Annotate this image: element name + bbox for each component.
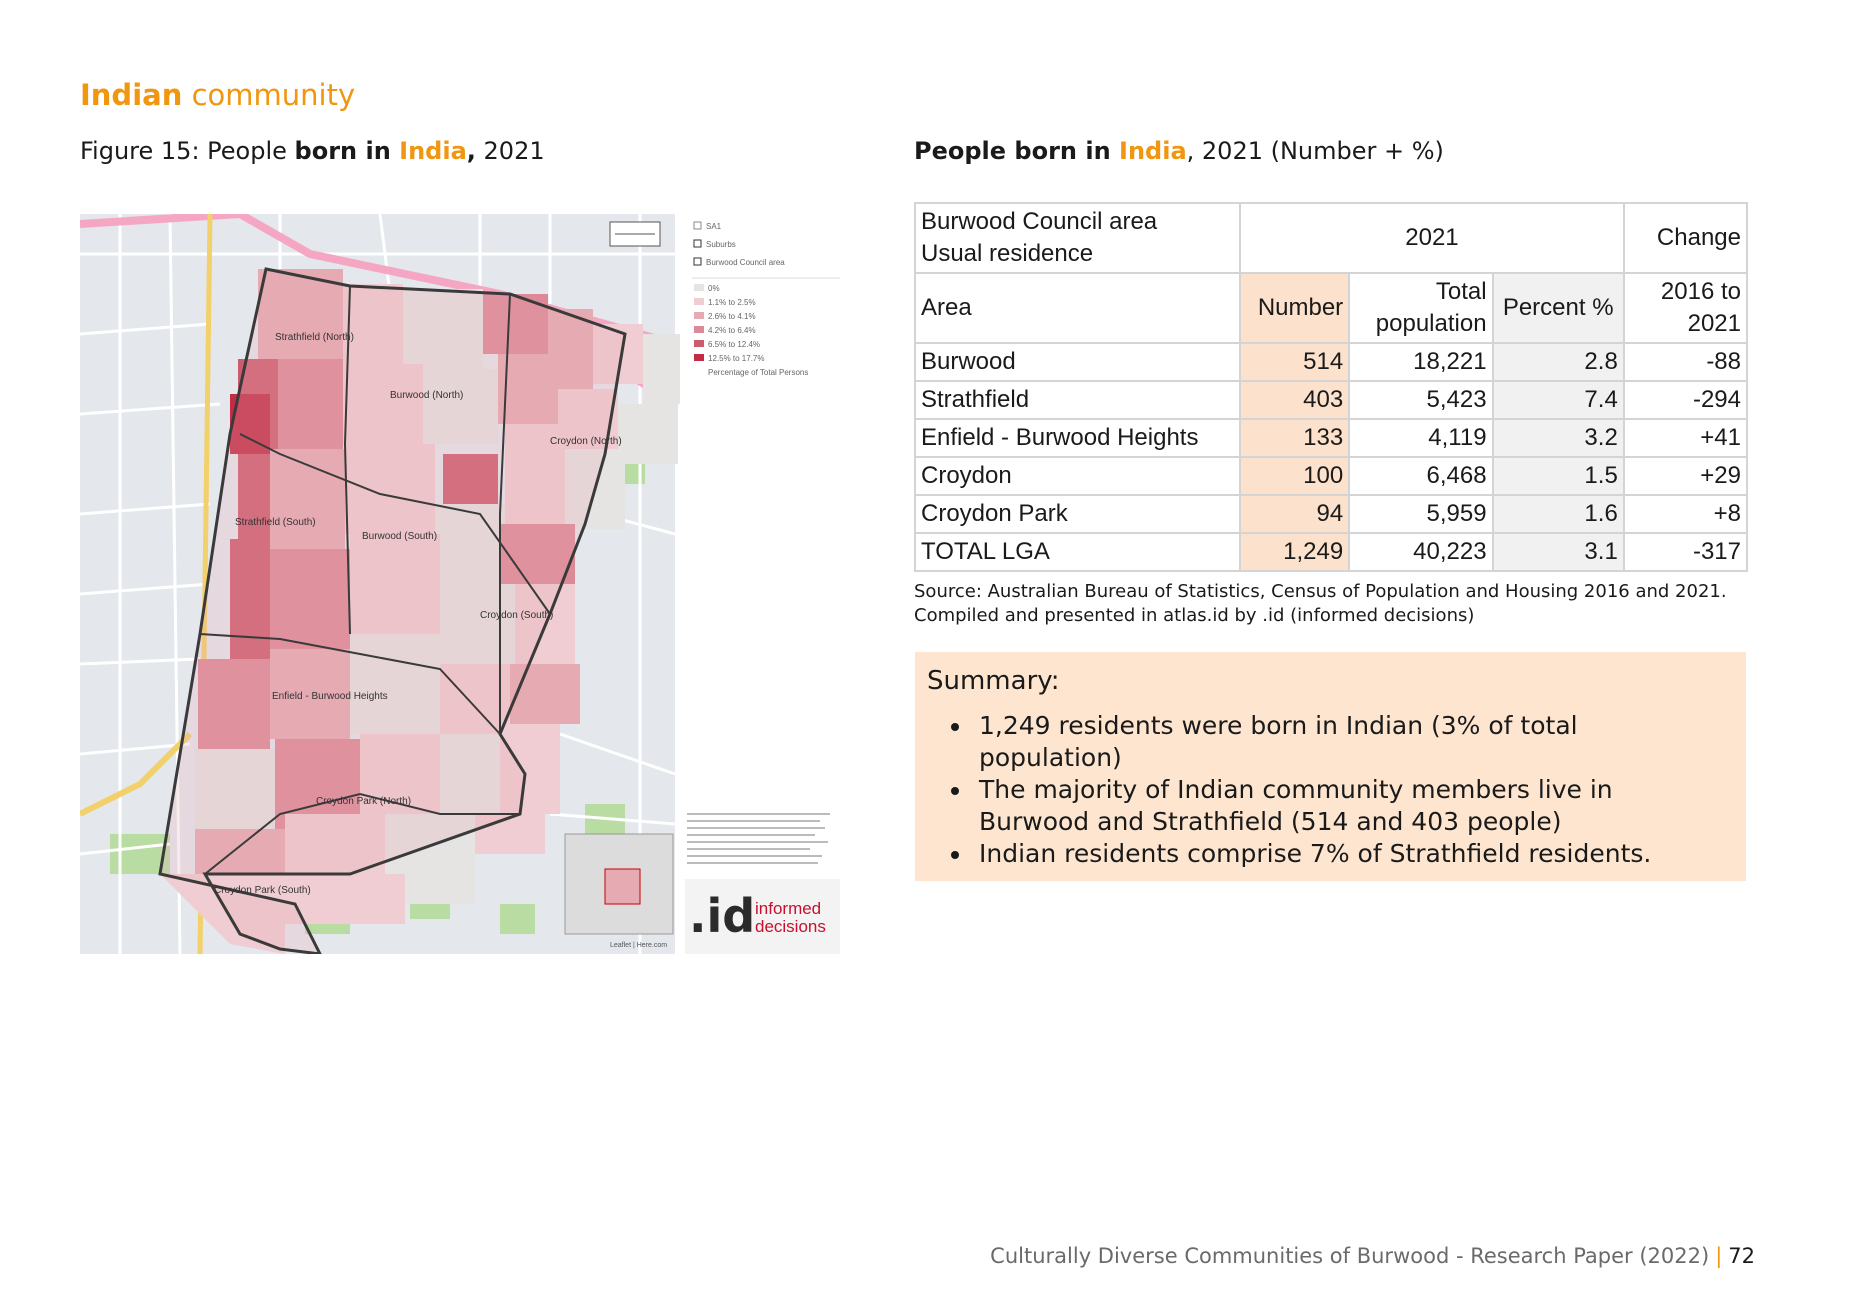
cell-number: 100 — [1240, 457, 1349, 495]
svg-text:decisions: decisions — [755, 917, 826, 936]
map-attribution: Leaflet | Here.com — [610, 942, 668, 949]
map-label-croydon-south: Croydon (South) — [480, 610, 554, 621]
svg-text:.id: .id — [689, 889, 756, 943]
header-year: 2021 — [1240, 203, 1624, 273]
cell-area: Strathfield — [915, 381, 1240, 419]
cell-total: 5,423 — [1349, 381, 1492, 419]
cell-percent: 2.8 — [1493, 343, 1624, 381]
cell-change: -317 — [1624, 533, 1747, 571]
table-row — [915, 495, 1747, 533]
cell-change: +29 — [1624, 457, 1747, 495]
map-label-croydon-park-north: Croydon Park (North) — [316, 796, 412, 807]
cell-total: 40,223 — [1349, 533, 1492, 571]
summary-box — [915, 652, 1746, 881]
svg-text:Suburbs: Suburbs — [706, 240, 736, 249]
summary-bullet: • 1,249 residents were born in Indian (3% of total population) — [973, 710, 1713, 774]
cell-total: 5,959 — [1349, 495, 1492, 533]
page-footer: Culturally Diverse Communities of Burwood - Research Paper (2022) | 72 — [990, 1244, 1755, 1268]
cell-change: -88 — [1624, 343, 1747, 381]
cell-number: 1,249 — [1240, 533, 1349, 571]
cell-percent: 1.5 — [1493, 457, 1624, 495]
cell-total: 18,221 — [1349, 343, 1492, 381]
svg-text:2.6% to 4.1%: 2.6% to 4.1% — [708, 312, 756, 321]
summary-bullet: • Indian residents comprise 7% of Strathfield residents. — [973, 838, 1713, 870]
cell-number: 133 — [1240, 419, 1349, 457]
summary-bullet: • The majority of Indian community members live in Burwood and Strathfield (514 and 403 people) — [973, 774, 1713, 838]
cell-area: Croydon — [915, 457, 1240, 495]
svg-text:0%: 0% — [708, 284, 720, 293]
table-header-row — [915, 203, 1747, 273]
svg-text:informed: informed — [755, 899, 822, 918]
map-label-croydon-park-south: Croydon Park (South) — [214, 885, 311, 896]
cell-number: 403 — [1240, 381, 1349, 419]
people-born-table — [914, 202, 1748, 572]
header-change: Change — [1624, 203, 1747, 273]
cell-change: -294 — [1624, 381, 1747, 419]
table-row — [915, 457, 1747, 495]
header-total: Total population — [1349, 273, 1492, 343]
table-row — [915, 419, 1747, 457]
svg-text:Burwood Council area: Burwood Council area — [706, 258, 785, 267]
header-area: Area — [915, 273, 1240, 343]
map-label-strathfield-south: Strathfield (South) — [235, 517, 316, 528]
cell-total: 6,468 — [1349, 457, 1492, 495]
table-row — [915, 381, 1747, 419]
cell-percent: 1.6 — [1493, 495, 1624, 533]
header-change-period: 2016 to 2021 — [1624, 273, 1747, 343]
svg-text:4.2% to 6.4%: 4.2% to 6.4% — [708, 326, 756, 335]
id-logo — [685, 879, 840, 954]
map-label-strathfield-north: Strathfield (North) — [275, 332, 354, 343]
table-total-row — [915, 533, 1747, 571]
cell-percent: 7.4 — [1493, 381, 1624, 419]
cell-percent: 3.1 — [1493, 533, 1624, 571]
cell-change: +8 — [1624, 495, 1747, 533]
cell-area: Enfield - Burwood Heights — [915, 419, 1240, 457]
svg-text:12.5% to 17.7%: 12.5% to 17.7% — [708, 354, 765, 363]
summary-title: Summary: — [927, 666, 1060, 696]
svg-text:6.5% to 12.4%: 6.5% to 12.4% — [708, 340, 761, 349]
section-title: Indian community — [80, 78, 356, 112]
map-label-burwood-north: Burwood (North) — [390, 390, 464, 401]
cell-total: 4,119 — [1349, 419, 1492, 457]
table-subheader-row — [915, 273, 1747, 343]
header-area-label: Burwood Council area Usual residence — [915, 203, 1240, 273]
page-number: 72 — [1728, 1244, 1755, 1268]
svg-text:1.1% to 2.5%: 1.1% to 2.5% — [708, 298, 756, 307]
svg-text:Percentage of Total Persons: Percentage of Total Persons — [708, 368, 809, 377]
svg-text:SA1: SA1 — [706, 222, 722, 231]
cell-area: Croydon Park — [915, 495, 1240, 533]
summary-list — [927, 710, 1713, 870]
cell-area: TOTAL LGA — [915, 533, 1240, 571]
cell-number: 94 — [1240, 495, 1349, 533]
cell-change: +41 — [1624, 419, 1747, 457]
cell-percent: 3.2 — [1493, 419, 1624, 457]
population-map — [80, 214, 840, 954]
source-note: Source: Australian Bureau of Statistics, Census of Population and Housing 2016 and 2021. Compiled and presented in atlas.id by .id (informed decisions) — [914, 581, 1727, 626]
table-title: People born in India, 2021 (Number + %) — [914, 137, 1444, 165]
map-label-burwood-south: Burwood (South) — [362, 531, 438, 542]
table-row — [915, 343, 1747, 381]
header-number: Number — [1240, 273, 1349, 343]
cell-number: 514 — [1240, 343, 1349, 381]
cell-area: Burwood — [915, 343, 1240, 381]
map-label-croydon-north: Croydon (North) — [550, 436, 622, 447]
header-percent: Percent % — [1493, 273, 1624, 343]
figure-caption: Figure 15: People born in India, 2021 — [80, 137, 545, 165]
map-label-enfield: Enfield - Burwood Heights — [272, 691, 388, 702]
